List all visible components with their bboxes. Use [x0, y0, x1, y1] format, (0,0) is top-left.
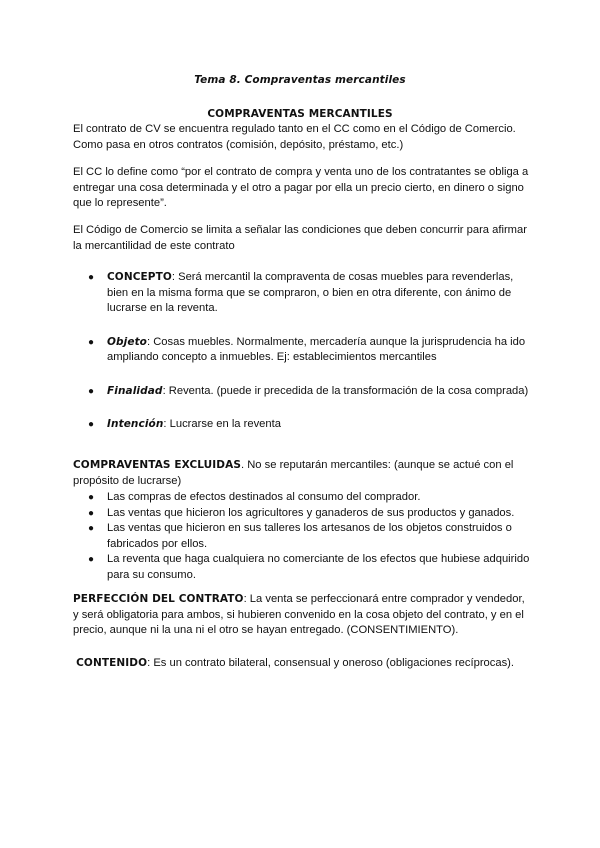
list-item-text: : Reventa. (puede ir precedida de la transformación de la cosa comprada): [162, 384, 529, 397]
document-title: Tema 8. Compraventas mercantiles: [194, 74, 406, 86]
list-item: [73, 506, 533, 522]
list-item: [73, 552, 533, 583]
list-item-text: : Será mercantil la compraventa de cosas muebles para revenderlas, bien en la misma forma que se compraron, o bien en otra diferente, con ánimo de lucrarse en la reventa.: [107, 271, 514, 314]
term-label: Objeto: [107, 335, 147, 348]
term-label: CONCEPTO: [107, 271, 172, 283]
bullet-icon: ●: [88, 419, 95, 430]
bullet-icon: ●: [88, 336, 95, 348]
list-item: [73, 270, 533, 317]
intro-paragraph-2: El CC lo define como “por el contrato de compra y venta uno de los contratantes se obliga a entregar una cosa determinada y el otro a pagar por ella un precio cierto, en dinero o signo que lo represente”.: [73, 166, 529, 209]
list-item: [73, 335, 533, 366]
perfection-paragraph: [73, 592, 533, 639]
term-label: CONTENIDO: [76, 657, 148, 669]
bullet-icon: ●: [88, 385, 95, 397]
term-label: COMPRAVENTAS EXCLUIDAS: [73, 459, 242, 471]
bullet-icon: ●: [88, 492, 95, 503]
bullet-icon: ●: [88, 272, 95, 283]
excluded-list: [73, 490, 533, 583]
term-label: PERFECCIÓN DEL CONTRATO: [73, 593, 244, 605]
paragraph-text: . No se reputarán mercantiles: (aunque se actué con el propósito de lucrarse): [73, 459, 514, 487]
list-item: [73, 384, 533, 400]
list-item: [73, 521, 533, 552]
bullet-icon: ●: [88, 507, 95, 519]
bullet-icon: ●: [88, 554, 95, 565]
term-label: Finalidad: [107, 384, 163, 397]
term-label: Intención: [107, 418, 164, 430]
list-item-text: Las ventas que hicieron los agricultores y ganaderos de sus productos y ganados.: [107, 506, 515, 519]
list-item-text: : Lucrarse en la reventa: [163, 418, 281, 430]
excluded-paragraph: [73, 458, 533, 489]
content-paragraph: [73, 656, 533, 672]
intro-paragraph-3: El Código de Comercio se limita a señalar las condiciones que deben concurrir para afirmar la mercantilidad de este contrato: [73, 224, 527, 252]
list-item: [73, 417, 533, 433]
requirements-list: [73, 270, 533, 433]
list-item-text: Las compras de efectos destinados al consumo del comprador.: [107, 491, 421, 503]
intro-paragraph-1: El contrato de CV se encuentra regulado tanto en el CC como en el Código de Comercio. Como pasa en otros contratos (comisión, depósito, préstamo, etc.): [73, 123, 516, 151]
paragraph-text: : La venta se perfeccionará entre comprador y vendedor, y será obligatoria para ambos, si hubieren convenido en la cosa objeto del contrato, y en el precio, aunque ni la una ni el otro se hayan entregado. (CONSENTIMIENTO).: [73, 593, 525, 636]
bullet-icon: ●: [88, 523, 95, 534]
list-item: [73, 490, 533, 506]
paragraph-text: : Es un contrato bilateral, consensual y oneroso (obligaciones recíprocas).: [147, 657, 515, 669]
list-item-text: Las ventas que hicieron en sus talleres los artesanos de los objetos construidos o fabricados por ellos.: [107, 522, 512, 550]
section-heading: COMPRAVENTAS MERCANTILES: [207, 108, 393, 120]
list-item-text: La reventa que haga cualquiera no comerciante de los efectos que hubiese adquirido para su consumo.: [107, 553, 530, 581]
list-item-text: : Cosas muebles. Normalmente, mercadería aunque la jurisprudencia ha ido ampliando concepto a inmuebles. Ej: establecimientos mercantiles: [107, 335, 526, 363]
